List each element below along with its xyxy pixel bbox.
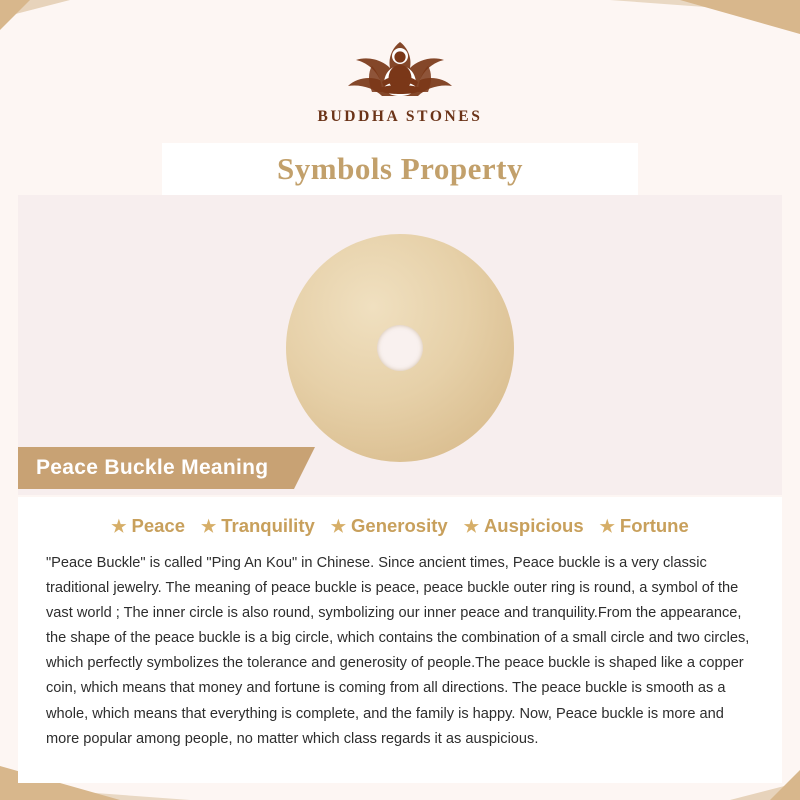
brand-name: BUDDHA STONES (317, 108, 483, 125)
keyword-label: Tranquility (221, 515, 315, 536)
keyword-label: Auspicious (483, 515, 584, 536)
star-icon: ★ (330, 516, 347, 536)
section-label-text: Peace Buckle Meaning (36, 456, 269, 479)
title-band (162, 143, 638, 195)
header (0, 0, 800, 150)
keyword-item (201, 515, 315, 537)
description-block (18, 497, 782, 783)
lotus-meditation-icon (320, 22, 480, 104)
star-icon: ★ (599, 516, 615, 536)
description-paragraph: "Peace Buckle" is called "Ping An Kou" in Chinese. Since ancient times, Peace buckle is a very classic traditional jewelry. The meaning of peace buckle is peace, peace buckle outer ring is round, a symbol of the vast world ; The inner circle is also round, symbolizing our inner peace and tranquility.From the appearance, the shape of the peace buckle is a big circle, which contains the combination of a small circle and two circles, which perfectly symbolizes the tolerance and generosity of people.The peace buckle is shaped like a copper coin, which means that money and fortune is coming from all directions. The peace buckle is smooth as a whole, which means that everything is complete, and the family is happy. Now, Peace buckle is more and more popular among people, no matter which class regards it as auspicious. (46, 555, 750, 747)
page-title: Symbols Property (277, 151, 523, 186)
keyword-label: Peace (131, 515, 185, 536)
keyword-item (464, 515, 584, 537)
keyword-item (111, 515, 185, 537)
star-icon: ★ (200, 516, 217, 536)
star-icon: ★ (111, 516, 127, 536)
star-icon: ★ (463, 516, 479, 536)
peace-buckle-image (286, 234, 514, 462)
peace-buckle-inner-hole (377, 325, 423, 371)
keyword-item (600, 515, 689, 537)
keyword-label: Fortune (619, 515, 689, 536)
keyword-list (46, 515, 754, 537)
keyword-item (331, 515, 448, 537)
section-label-tab (18, 447, 294, 489)
keyword-label: Generosity (351, 515, 448, 536)
